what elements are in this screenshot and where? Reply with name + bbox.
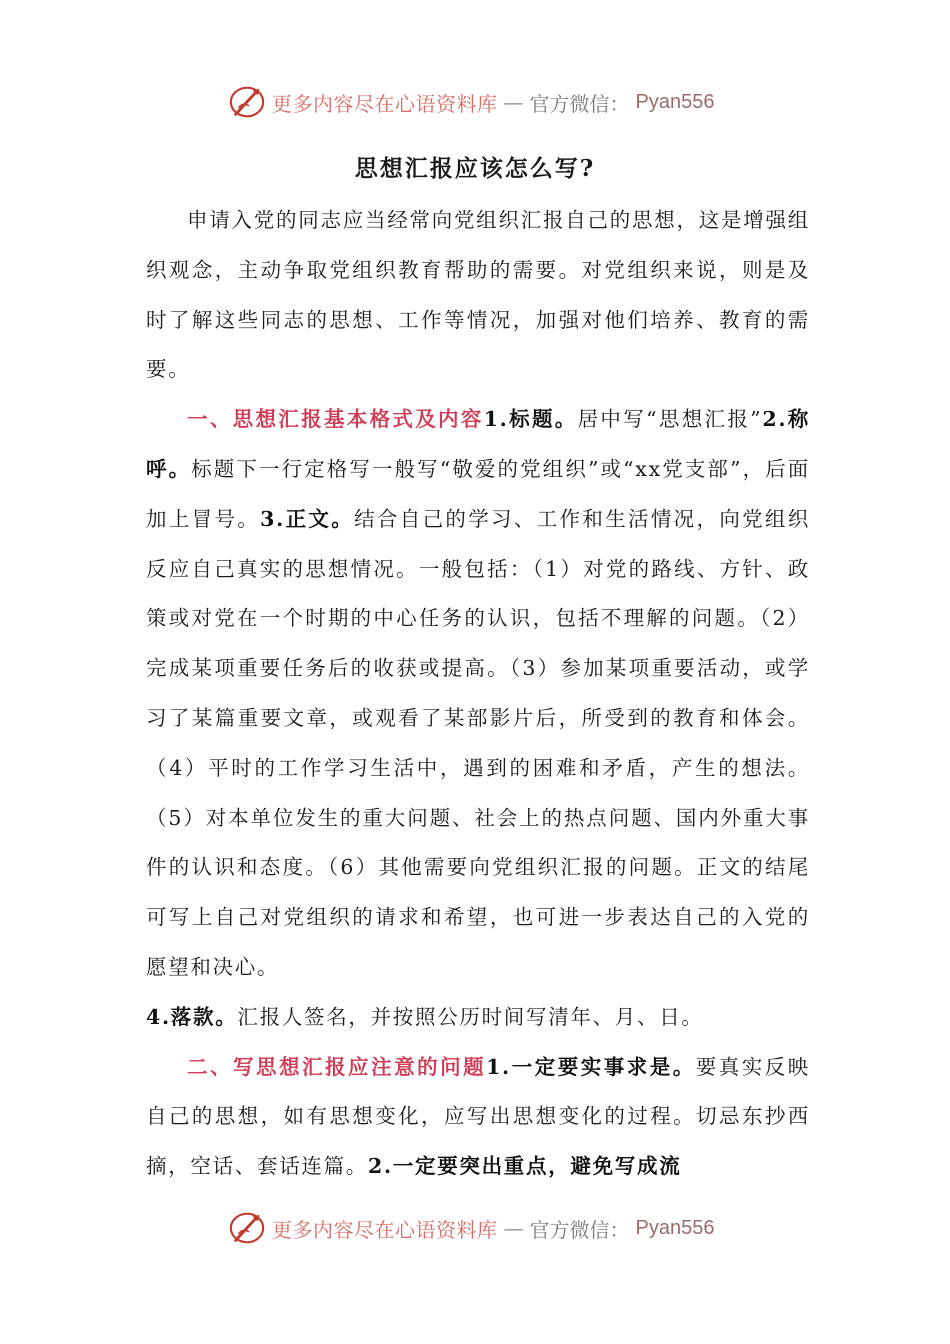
- intro-paragraph: 申请入党的同志应当经常向党组织汇报自己的思想，这是增强组织观念，主动争取党组织教育帮助的需要。对党组织来说，则是及时了解这些同志的思想、工作等情况，加强对他们培养、教育的需要。: [146, 208, 810, 382]
- section2-heading: 二、写思想汇报应注意的问题: [187, 1054, 487, 1079]
- banner-wechat-id: Pyan556: [635, 1216, 715, 1239]
- section1-paragraph: [146, 395, 810, 993]
- banner-dash: —: [503, 1216, 524, 1240]
- section1-item2-text: 标题下一行定格写一般写“敬爱的党组织”或“xx党支部”，后面加上冒号。: [146, 456, 810, 531]
- section2-item1-label: 1.一定要实事求是。: [486, 1054, 696, 1079]
- section1-item4-text: 汇报人签名，并按照公历时间写清年、月、日。: [237, 1004, 704, 1029]
- banner-dash: —: [503, 90, 524, 114]
- section1-heading: 一、思想汇报基本格式及内容: [187, 407, 484, 432]
- section2-item2-label: 2.一定要突出重点，避免写成流: [368, 1154, 682, 1179]
- banner-official-label: 官方微信：: [529, 1217, 630, 1242]
- banner-official-label: 官方微信：: [529, 91, 630, 116]
- section2-item1-text: 要真实反映自己的思想，如有思想变化，应写出思想变化的过程。切忌东抄西摘，空话、套话连篇。: [146, 1054, 810, 1179]
- pen-logo-icon: [228, 1209, 266, 1247]
- banner-text: 更多内容尽在心语资料库: [272, 91, 498, 116]
- section2-paragraph: [146, 1043, 810, 1192]
- header-banner: [228, 82, 714, 122]
- document-body: [146, 196, 810, 1192]
- pen-logo-icon: [228, 83, 266, 121]
- section1-item1-label: 1.标题。: [483, 407, 578, 432]
- section1-item4-label: 4.落款。: [146, 1004, 238, 1029]
- page-title: 思想汇报应该怎么写?: [354, 155, 596, 182]
- section1-item3-text: 结合自己的学习、工作和生活情况，向党组织反应自己真实的思想情况。一般包括：（1）对党的路线、方针、政策或对党在一个时期的中心任务的认识，包括不理解的问题。（2）完成某项重要任务后的收获或提高。（3）参加某项重要活动，或学习了某篇重要文章，或观看了某部影片后，所受到的教育和体会。（4）平时的工作学习生活中，遇到的困难和矛盾，产生的想法。（5）对本单位发生的重大问题、社会上的热点问题、国内外重大事件的认识和态度。（6）其他需要向党组织汇报的问题。正文的结尾可写上自己对党组织的请求和希望，也可进一步表达自己的入党的愿望和决心。: [146, 506, 811, 979]
- section1-item2-label: 2.称呼。: [146, 407, 810, 481]
- banner-wechat-id: Pyan556: [635, 90, 715, 113]
- footer-banner: [228, 1208, 714, 1248]
- section1-item1-text: 居中写“思想汇报”: [577, 407, 763, 432]
- banner-text: 更多内容尽在心语资料库: [272, 1217, 498, 1242]
- section1-item3-label: 3.正文。: [260, 506, 355, 531]
- section1-closing: [146, 993, 810, 1043]
